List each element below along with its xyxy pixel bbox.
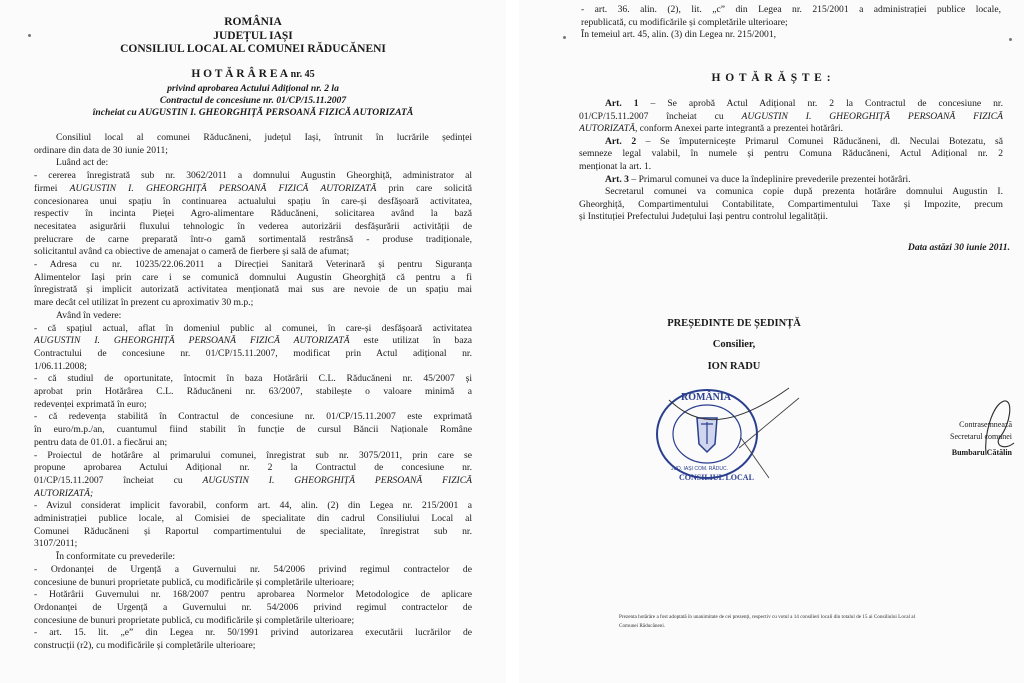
body-line: concesiune de bunuri proprietate publică, cu modificările și completările ulterioare; <box>34 576 355 588</box>
seal-text-top: ROMÂNIA <box>681 392 731 403</box>
articles-line: menționat la art. 1. <box>579 161 652 172</box>
body-line: Comunei Răducăneni și Raportul compartimentului de specialitate, înregistrat sub nr. <box>34 525 472 537</box>
page-gutter <box>506 0 519 683</box>
body-line: - că studiul de oportunitate, întocmit în baza Hotărârii C.L. Răducăneni nr. 45/2007 și <box>34 373 472 385</box>
council-seal-stamp <box>649 378 809 498</box>
body-line: - Ordonanței de Urgență a Guvernului nr. 54/2006 privind regimul contractelor de <box>34 563 472 575</box>
body-line: concesiune de bunuri proprietate publică, cu modificările și completările ulterioare; <box>34 614 355 626</box>
body-line: ordinare din data de 30 iunie 2011; <box>34 144 168 156</box>
scan-speck <box>1009 38 1012 41</box>
articles-line: Art. 1 – Se aprobă Actul Adițional nr. 2 la Contractul de concesiune nr. <box>605 98 1003 109</box>
body-line: 1/06.11.2008; <box>34 360 87 372</box>
president-title: PREȘEDINTE DE ȘEDINȚĂ <box>667 318 801 329</box>
left-page <box>0 0 506 683</box>
body-line: Contractului de concesiune nr. 01/CP/15.11.2007, modificat prin Actul adițional nr. <box>34 347 472 359</box>
body-line: propune aprobarea Actului Adițional nr. 2 la Contractul de concesiune nr. <box>34 462 472 474</box>
body-line: construcții (r2), cu modificările și completările ulterioare; <box>34 640 256 651</box>
articles-line: Gheorghiță, Compartimentului Contabilitate, Compartimentului Taxe și Impozite, precum <box>579 198 1003 210</box>
subtitle-line-2: Contractul de concesiune nr. 01/CP/15.11.2007 <box>159 95 347 106</box>
body-line: aprobat prin Hotărârea C.L. Răducăneni nr. 63/2007, stabilește o valoare minimă a <box>34 386 472 397</box>
body-line: necesitatea asigurării fluxului tehnologic în vederea autorizării desfășurării activității de <box>34 220 472 232</box>
decision-title-word: H O T Ă R Â R E A <box>191 68 289 80</box>
decides-heading: H O T Ă R Ă Ș T E : <box>711 72 832 84</box>
subtitle-line-3: încheiat cu AUGUSTIN I. GHEORGHIȚĂ PERSOANĂ FIZICĂ AUTORIZATĂ <box>92 107 414 118</box>
decision-number: nr. 45 <box>288 69 315 80</box>
articles-line: semneze legal valabil, în numele și pentru Comuna Răducăneni, Actul Adițional nr. 2 <box>579 148 1003 160</box>
body-line: prelucrare de carne preparată într-o gamă sortimentală restrânsă - produse tradiționale, <box>34 233 472 245</box>
decision-date: Data astăzi 30 iunie 2011. <box>907 242 1010 253</box>
header-county: JUDEȚUL IAȘI <box>213 30 293 42</box>
president-name: ION RADU <box>707 361 761 372</box>
body-line: firmei AUGUSTIN I. GHEORGHIȚĂ PERSOANĂ FIZICĂ AUTORIZATĂ prin care solicită <box>34 182 472 194</box>
countersign-label: Contrasemnează <box>959 420 1012 429</box>
articles-line: Art. 3 – Primarul comunei va duce la îndeplinire prevederile prezentei hotărâri. <box>605 173 911 185</box>
decision-title <box>0 68 506 80</box>
body-line: Având în vedere: <box>56 309 122 321</box>
top-line: În temeiul art. 45, alin. (3) din Legea nr. 215/2001, <box>581 29 777 40</box>
body-line: mare decât cel utilizat în prezent cu aproximativ 30 m.p.; <box>34 297 254 309</box>
body-line: în euro/m.p./an, cuantumul fiind stabilit în funcție de cursul Băncii Naționale Române <box>34 424 472 436</box>
body-line: - art. 15. lit. „e” din Legea nr. 50/1991 privind autorizarea executării lucrărilor de <box>34 627 472 639</box>
body-line: 3107/2011; <box>34 538 78 550</box>
scan-speck <box>563 36 566 39</box>
header-country: ROMÂNIA <box>224 16 282 28</box>
secretary-name: Bumbaru Cătălin <box>951 448 1012 457</box>
body-line: înregistrată și implicit autorizată activitatea menționată mai sus are nevoie de un spațiu mai <box>34 284 472 296</box>
body-line: Consiliul local al comunei Răducăneni, județul Iași, întrunit în lucrările ședinței <box>56 132 472 143</box>
articles-line: și Instituției Prefectului Județului Iași pentru controlul legalității. <box>579 211 828 223</box>
body-line: Alimentelor Iași prin care i se comunică domnului Augustin Gheorghiță că pentru a fi <box>34 271 472 283</box>
body-line: administrației publice locale, al Comisiei de specialitate din cadrul Consiliului Local al <box>34 513 472 524</box>
articles-line: Art. 2 – Se împuternicește Primarul Comunei Răducăneni, dl. Neculai Botezatu, să <box>605 135 1003 147</box>
body-line: Luând act de: <box>56 157 109 169</box>
body-line: Ordonanței de Urgență a Guvernului nr. 54/2006 privind regimul contractelor de <box>34 601 472 613</box>
body-line: - că redevența stabilită în Contractul de concesiune nr. 01/CP/15.11.2007 este exprimată <box>34 411 472 423</box>
subtitle-line-1: privind aprobarea Actului Adițional nr. 2 la <box>167 83 339 94</box>
body-line: concesionarea unui spațiu în continuarea actualului spațiu în care-și desfășoară activitatea, <box>34 195 472 207</box>
body-line: respectiv în incinta Pieței Agro-alimentare Răducăneni, solicitarea având la bază <box>34 208 472 220</box>
body-line: - Hotărârii Guvernului nr. 168/2007 pentru aprobarea Normelor Metodologice de aplicare <box>34 589 472 601</box>
header-council: CONSILIUL LOCAL AL COMUNEI RĂDUCĂNENI <box>120 43 386 55</box>
top-line: republicată, cu modificările și completările ulterioare; <box>581 16 788 28</box>
body-line: În conformitate cu prevederile: <box>56 551 176 563</box>
body-line: redevenței exprimată în euro; <box>34 398 147 410</box>
right-page <box>519 0 1024 683</box>
articles-line: AUTORIZATĂ, conform Anexei parte integrantă a prezentei hotărâri. <box>579 123 844 135</box>
footnote-line-2: Comunei Răducăneni. <box>619 623 666 629</box>
countersign-role: Secretarul comunei <box>950 432 1012 441</box>
body-line: - Adresa cu nr. 10235/22.06.2011 a Direcției Sanitară Veterinară și pentru Siguranța <box>34 259 472 270</box>
articles-line: 01/CP/15.11.2007 încheiat cu AUGUSTIN I. GHEORGHIȚĂ PERSOANĂ FIZICĂ <box>579 110 1003 122</box>
body-line: - cererea înregistrată sub nr. 3062/2011 a domnului Augustin Gheorghiță, administrator al <box>34 170 472 182</box>
body-line: AUGUSTIN I. GHEORGHIȚĂ PERSOANĂ FIZICĂ AUTORIZATĂ este utilizat în baza <box>34 335 472 347</box>
seal-text-bottom: CONSILIUL LOCAL <box>679 473 754 482</box>
seal-text-middle: JUD. IAȘI COM. RĂDUC. <box>671 466 728 472</box>
body-line: - Avizul considerat implicit favorabil, conform art. 44, alin. (2) din Legea nr. 215/2001 a <box>34 500 472 512</box>
president-role: Consilier, <box>712 339 756 350</box>
body-line: - că spațiul actual, aflat în domeniul public al comunei, în care-și desfășoară activitatea <box>34 322 472 334</box>
body-line: pentru data de 01.01. a fiecărui an; <box>34 436 168 448</box>
body-line: solicitantul având ca obiective de amenajat o cameră de fierbere și sală de afumat; <box>34 246 350 258</box>
body-line: 01/CP/15.11.2007 încheiat cu AUGUSTIN I. GHEORGHIȚĂ PERSOANĂ FIZICĂ <box>34 474 472 486</box>
secretary-signature <box>974 395 1019 465</box>
top-line: - art. 36. alin. (2), lit. „c” din Legea nr. 215/2001 a administrației publice locale, <box>581 4 1001 15</box>
body-line: - Proiectul de hotărâre al primarului comunei, înregistrat sub nr. 3075/2011, prin care se <box>34 449 472 461</box>
footnote-line-1: Prezenta hotărâre a fost adoptată în unanimitate de cei prezenți, respectiv cu votul a 14 consilieri locali din totalul de 15 ai Consiliului Local al <box>619 614 916 620</box>
body-line: AUTORIZATĂ; <box>34 487 94 499</box>
articles-line: Secretarul comunei va comunica copie după prezenta hotărâre domnului Augustin I. <box>605 186 1003 198</box>
